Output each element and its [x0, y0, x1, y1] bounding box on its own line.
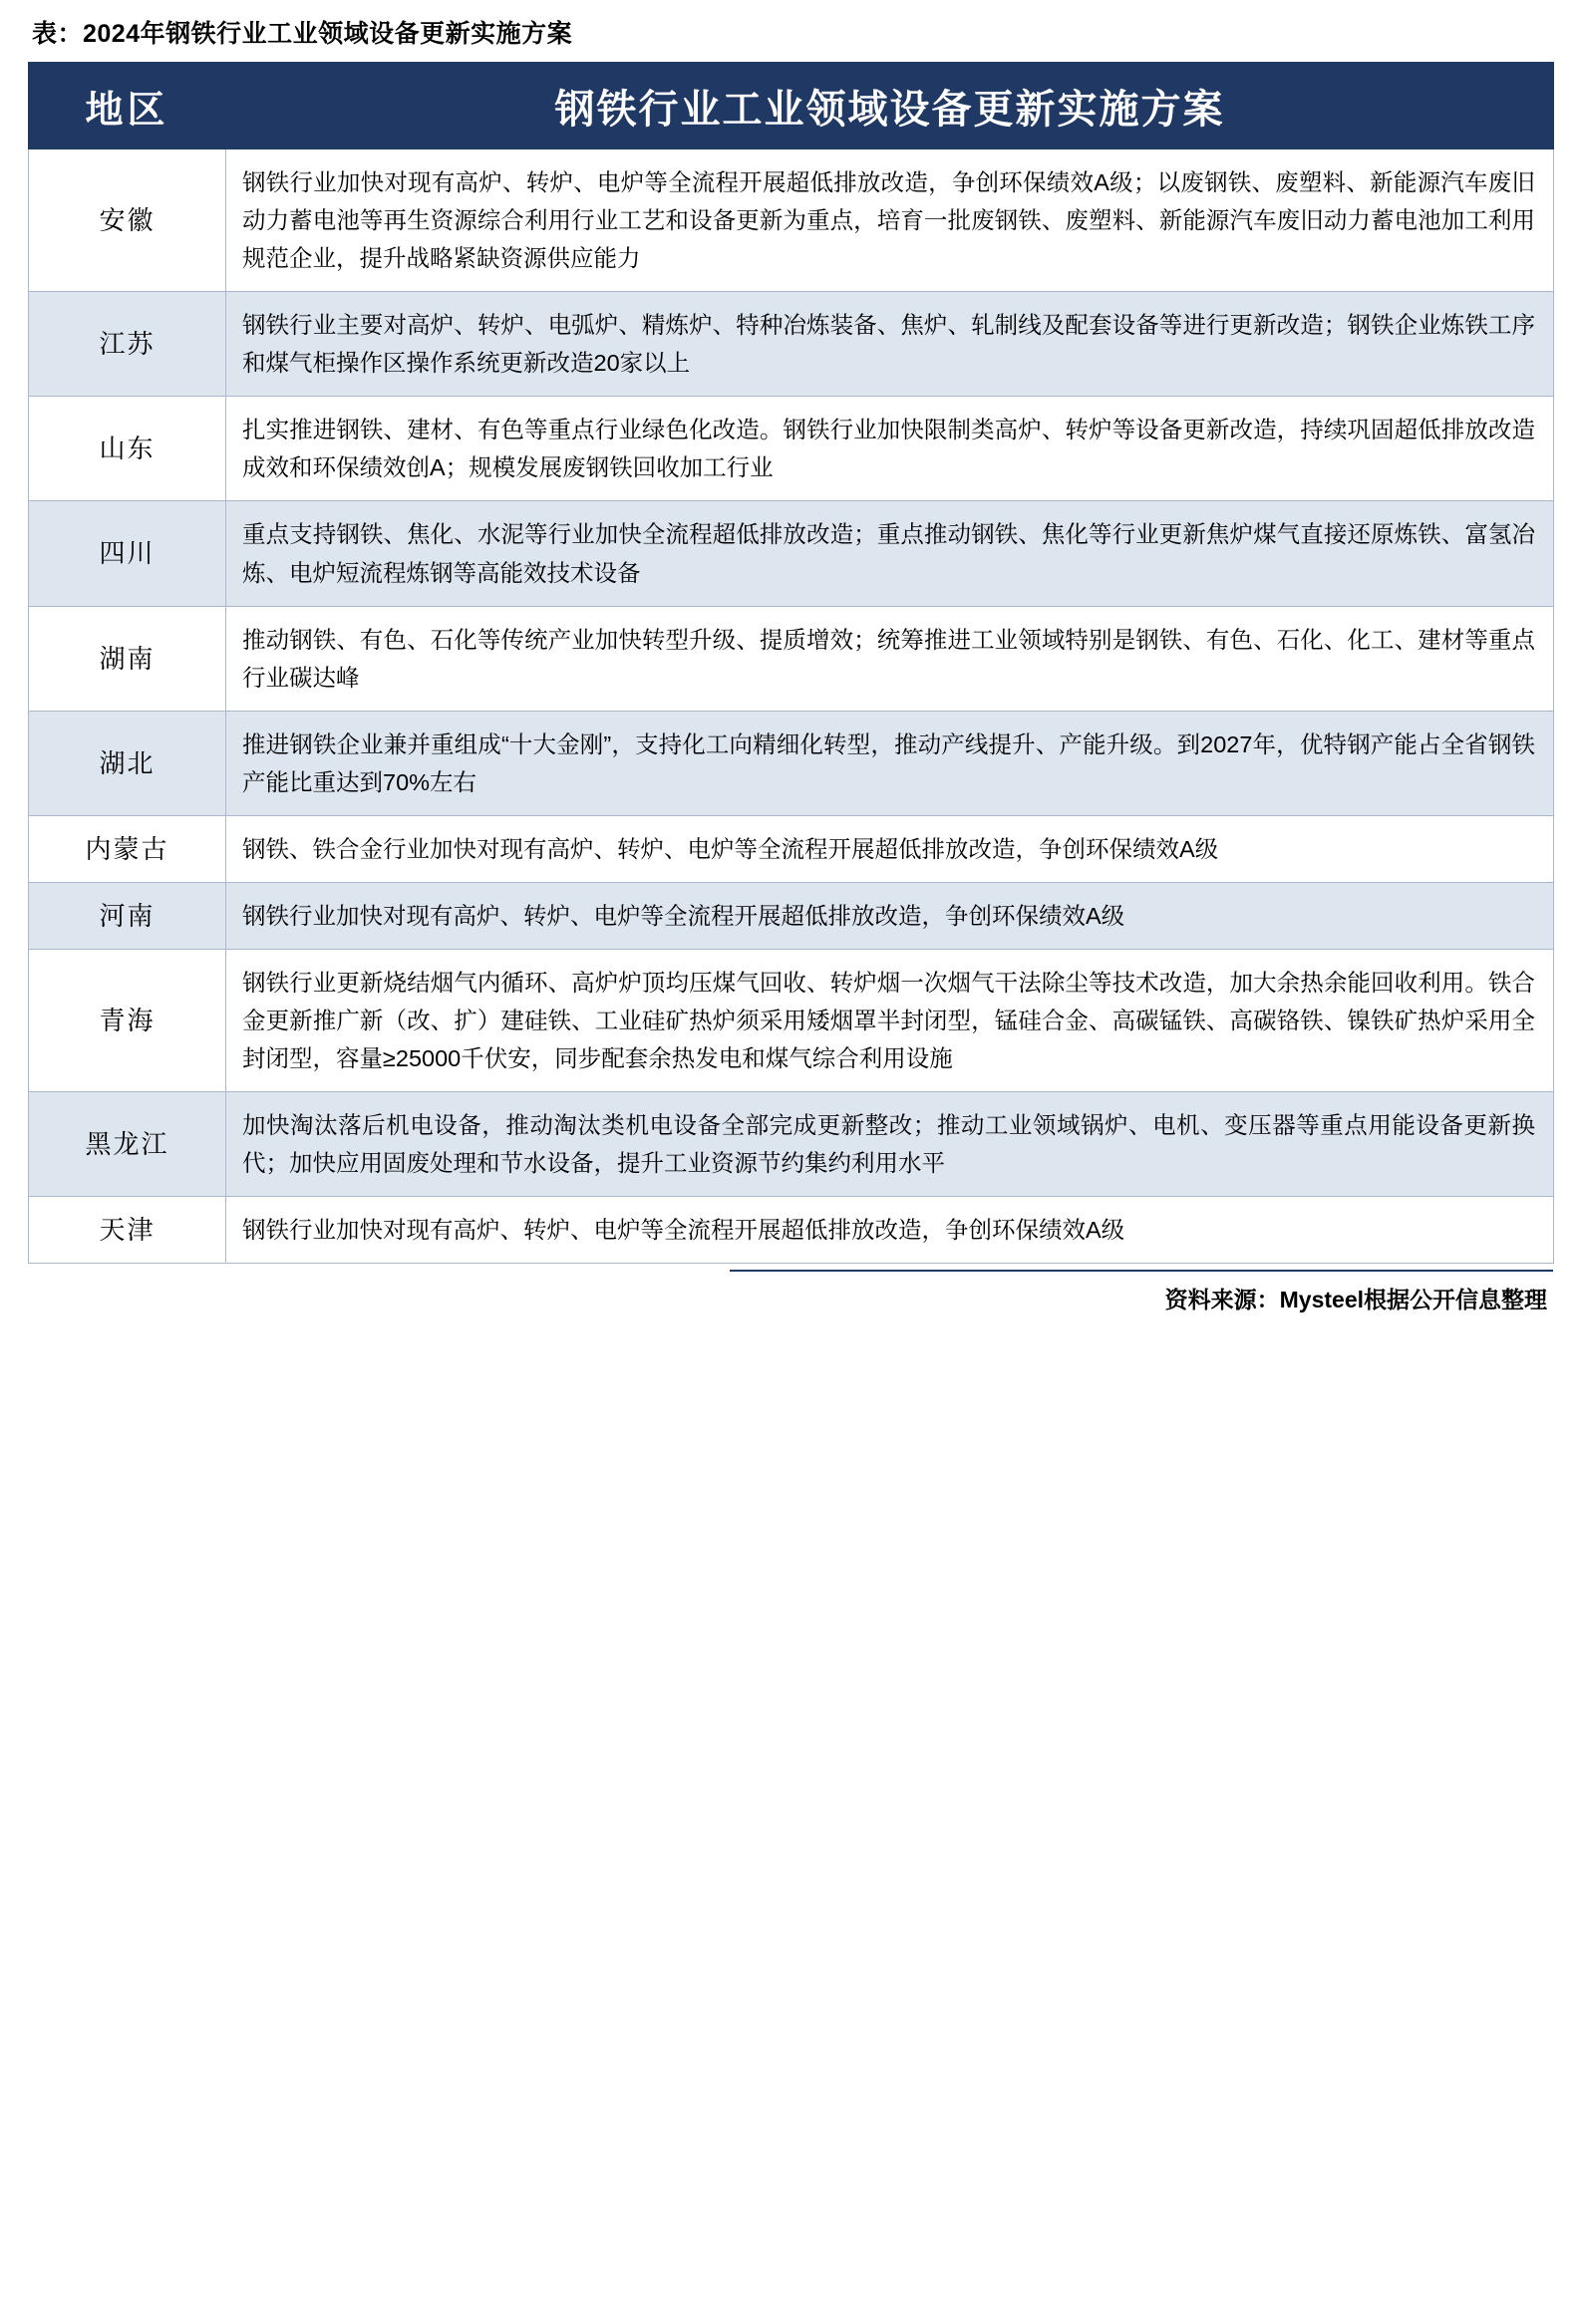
- cell-region: 天津: [29, 1197, 226, 1264]
- cell-content: 钢铁行业加快对现有高炉、转炉、电炉等全流程开展超低排放改造，争创环保绩效A级；以废钢铁、废塑料、新能源汽车废旧动力蓄电池等再生资源综合利用行业工艺和设备更新为重点，培育一批废钢铁、废塑料、新能源汽车废旧动力蓄电池加工利用规范企业，提升战略紧缺资源供应能力: [226, 149, 1554, 292]
- cell-content: 钢铁行业加快对现有高炉、转炉、电炉等全流程开展超低排放改造，争创环保绩效A级: [226, 1197, 1554, 1264]
- cell-region: 四川: [29, 501, 226, 606]
- table-row: [29, 606, 1554, 711]
- table-row: [29, 882, 1554, 949]
- table-row: [29, 292, 1554, 397]
- table-row: [29, 1197, 1554, 1264]
- table-row: [29, 397, 1554, 501]
- table-footer: [28, 1270, 1553, 1314]
- table-header-row: [29, 63, 1554, 149]
- table-row: [29, 711, 1554, 815]
- cell-content: 重点支持钢铁、焦化、水泥等行业加快全流程超低排放改造；重点推动钢铁、焦化等行业更新焦炉煤气直接还原炼铁、富氢冶炼、电炉短流程炼钢等高能效技术设备: [226, 501, 1554, 606]
- cell-region: 河南: [29, 882, 226, 949]
- table-row: [29, 949, 1554, 1091]
- cell-region: 山东: [29, 397, 226, 501]
- cell-content: 推动钢铁、有色、石化等传统产业加快转型升级、提质增效；统筹推进工业领域特别是钢铁、有色、石化、化工、建材等重点行业碳达峰: [226, 606, 1554, 711]
- cell-content: 钢铁行业更新烧结烟气内循环、高炉炉顶均压煤气回收、转炉烟一次烟气干法除尘等技术改造，加大余热余能回收利用。铁合金更新推广新（改、扩）建硅铁、工业硅矿热炉须采用矮烟罩半封闭型，锰硅合金、高碳锰铁、高碳铬铁、镍铁矿热炉采用全封闭型，容量≥25000千伏安，同步配套余热发电和煤气综合利用设施: [226, 949, 1554, 1091]
- cell-region: 安徽: [29, 149, 226, 292]
- table-row: [29, 815, 1554, 882]
- table-body: [29, 149, 1554, 1264]
- cell-region: 青海: [29, 949, 226, 1091]
- source-note: 资料来源：Mysteel根据公开信息整理: [730, 1270, 1553, 1314]
- cell-content: 钢铁行业加快对现有高炉、转炉、电炉等全流程开展超低排放改造，争创环保绩效A级: [226, 882, 1554, 949]
- table-caption: 表：2024年钢铁行业工业领域设备更新实施方案: [32, 20, 573, 48]
- table-row: [29, 1092, 1554, 1197]
- cell-region: 江苏: [29, 292, 226, 397]
- column-header-region: 地区: [29, 63, 226, 149]
- table-header: [29, 63, 1554, 149]
- cell-content: 钢铁行业主要对高炉、转炉、电弧炉、精炼炉、特种冶炼装备、焦炉、轧制线及配套设备等进行更新改造；钢铁企业炼铁工序和煤气柜操作区操作系统更新改造20家以上: [226, 292, 1554, 397]
- cell-region: 黑龙江: [29, 1092, 226, 1197]
- table-row: [29, 501, 1554, 606]
- cell-content: 推进钢铁企业兼并重组成“十大金刚”，支持化工向精细化转型，推动产线提升、产能升级。到2027年，优特钢产能占全省钢铁产能比重达到70%左右: [226, 711, 1554, 815]
- cell-content: 加快淘汰落后机电设备，推动淘汰类机电设备全部完成更新整改；推动工业领域锅炉、电机、变压器等重点用能设备更新换代；加快应用固废处理和节水设备，提升工业资源节约集约利用水平: [226, 1092, 1554, 1197]
- column-header-content: 钢铁行业工业领域设备更新实施方案: [226, 63, 1554, 149]
- equipment-update-table: [28, 62, 1554, 1264]
- cell-region: 内蒙古: [29, 815, 226, 882]
- table-row: [29, 149, 1554, 292]
- cell-region: 湖北: [29, 711, 226, 815]
- cell-content: 扎实推进钢铁、建材、有色等重点行业绿色化改造。钢铁行业加快限制类高炉、转炉等设备更新改造，持续巩固超低排放改造成效和环保绩效创A；规模发展废钢铁回收加工行业: [226, 397, 1554, 501]
- cell-region: 湖南: [29, 606, 226, 711]
- cell-content: 钢铁、铁合金行业加快对现有高炉、转炉、电炉等全流程开展超低排放改造，争创环保绩效A级: [226, 815, 1554, 882]
